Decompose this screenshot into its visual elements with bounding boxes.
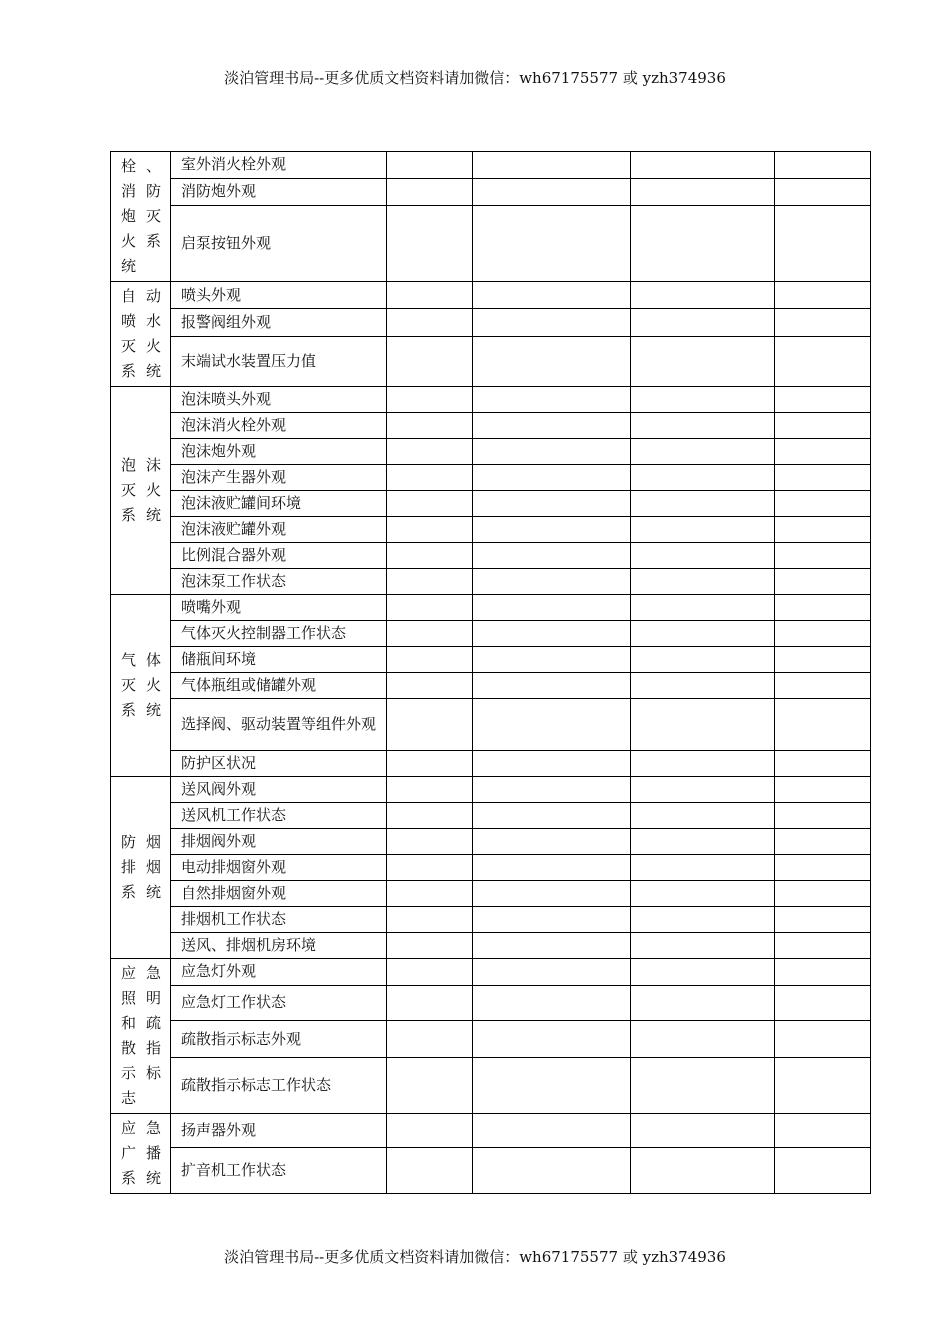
empty-cell xyxy=(631,959,775,986)
empty-cell xyxy=(775,205,871,281)
empty-cell xyxy=(473,699,631,751)
empty-cell xyxy=(775,751,871,777)
item-cell: 疏散指示标志外观 xyxy=(171,1020,387,1057)
empty-cell xyxy=(775,543,871,569)
empty-cell xyxy=(473,855,631,881)
empty-cell xyxy=(473,543,631,569)
empty-cell xyxy=(473,647,631,673)
table-row xyxy=(111,387,871,413)
empty-cell xyxy=(775,178,871,205)
empty-cell xyxy=(473,881,631,907)
table-row xyxy=(111,933,871,959)
empty-cell xyxy=(473,465,631,491)
empty-cell xyxy=(387,178,473,205)
empty-cell xyxy=(387,907,473,933)
empty-cell xyxy=(387,803,473,829)
item-cell: 气体灭火控制器工作状态 xyxy=(171,621,387,647)
empty-cell xyxy=(387,595,473,621)
empty-cell xyxy=(387,751,473,777)
category-cell: 自动喷水灭火系统 xyxy=(111,282,171,387)
empty-cell xyxy=(473,205,631,281)
empty-cell xyxy=(631,1114,775,1148)
table-row xyxy=(111,205,871,281)
empty-cell xyxy=(473,387,631,413)
empty-cell xyxy=(631,465,775,491)
empty-cell xyxy=(387,336,473,386)
empty-cell xyxy=(387,1058,473,1114)
empty-cell xyxy=(631,336,775,386)
item-cell: 泡沫产生器外观 xyxy=(171,465,387,491)
empty-cell xyxy=(775,933,871,959)
empty-cell xyxy=(631,1020,775,1057)
empty-cell xyxy=(631,309,775,336)
empty-cell xyxy=(473,829,631,855)
table-row xyxy=(111,543,871,569)
empty-cell xyxy=(387,282,473,309)
empty-cell xyxy=(387,387,473,413)
page-header: 淡泊管理书局--更多优质文档资料请加微信：wh67175577 或 yzh374936 xyxy=(224,69,726,87)
empty-cell xyxy=(473,152,631,179)
empty-cell xyxy=(631,829,775,855)
empty-cell xyxy=(387,1147,473,1193)
empty-cell xyxy=(387,517,473,543)
empty-cell xyxy=(473,803,631,829)
empty-cell xyxy=(631,387,775,413)
empty-cell xyxy=(775,413,871,439)
item-cell: 排烟机工作状态 xyxy=(171,907,387,933)
empty-cell xyxy=(775,569,871,595)
item-cell: 消防炮外观 xyxy=(171,178,387,205)
empty-cell xyxy=(631,595,775,621)
empty-cell xyxy=(775,1147,871,1193)
empty-cell xyxy=(775,699,871,751)
empty-cell xyxy=(631,907,775,933)
empty-cell xyxy=(387,205,473,281)
table-row xyxy=(111,855,871,881)
empty-cell xyxy=(775,647,871,673)
empty-cell xyxy=(775,803,871,829)
table-row xyxy=(111,803,871,829)
table-row xyxy=(111,1020,871,1057)
empty-cell xyxy=(775,595,871,621)
empty-cell xyxy=(775,282,871,309)
item-cell: 泡沫喷头外观 xyxy=(171,387,387,413)
empty-cell xyxy=(775,491,871,517)
empty-cell xyxy=(775,907,871,933)
page-footer: 淡泊管理书局--更多优质文档资料请加微信：wh67175577 或 yzh374936 xyxy=(224,1248,726,1266)
category-cell: 防烟排烟系统 xyxy=(111,777,171,959)
empty-cell xyxy=(775,881,871,907)
empty-cell xyxy=(387,413,473,439)
item-cell: 泡沫炮外观 xyxy=(171,439,387,465)
empty-cell xyxy=(631,855,775,881)
empty-cell xyxy=(387,621,473,647)
empty-cell xyxy=(473,933,631,959)
item-cell: 扩音机工作状态 xyxy=(171,1147,387,1193)
empty-cell xyxy=(631,699,775,751)
item-cell: 储瓶间环境 xyxy=(171,647,387,673)
empty-cell xyxy=(631,933,775,959)
table-row xyxy=(111,621,871,647)
item-cell: 比例混合器外观 xyxy=(171,543,387,569)
empty-cell xyxy=(631,881,775,907)
item-cell: 电动排烟窗外观 xyxy=(171,855,387,881)
empty-cell xyxy=(631,673,775,699)
empty-cell xyxy=(631,803,775,829)
item-cell: 室外消火栓外观 xyxy=(171,152,387,179)
item-cell: 送风、排烟机房环境 xyxy=(171,933,387,959)
item-cell: 喷头外观 xyxy=(171,282,387,309)
item-cell: 扬声器外观 xyxy=(171,1114,387,1148)
empty-cell xyxy=(775,387,871,413)
empty-cell xyxy=(473,336,631,386)
empty-cell xyxy=(631,569,775,595)
table-row xyxy=(111,881,871,907)
table-row xyxy=(111,413,871,439)
table-row xyxy=(111,647,871,673)
table-row xyxy=(111,152,871,179)
table-row xyxy=(111,491,871,517)
empty-cell xyxy=(775,829,871,855)
empty-cell xyxy=(631,1147,775,1193)
item-cell: 选择阀、驱动装置等组件外观 xyxy=(171,699,387,751)
table-row xyxy=(111,595,871,621)
empty-cell xyxy=(387,491,473,517)
empty-cell xyxy=(387,777,473,803)
table-row xyxy=(111,336,871,386)
empty-cell xyxy=(473,178,631,205)
empty-cell xyxy=(473,569,631,595)
item-cell: 泡沫消火栓外观 xyxy=(171,413,387,439)
category-cell: 泡沫灭火系统 xyxy=(111,387,171,595)
empty-cell xyxy=(387,1114,473,1148)
empty-cell xyxy=(387,829,473,855)
empty-cell xyxy=(631,178,775,205)
empty-cell xyxy=(775,1020,871,1057)
empty-cell xyxy=(775,855,871,881)
table-row xyxy=(111,673,871,699)
empty-cell xyxy=(473,959,631,986)
empty-cell xyxy=(631,543,775,569)
empty-cell xyxy=(775,621,871,647)
empty-cell xyxy=(473,491,631,517)
empty-cell xyxy=(387,855,473,881)
empty-cell xyxy=(387,933,473,959)
empty-cell xyxy=(631,777,775,803)
item-cell: 气体瓶组或储罐外观 xyxy=(171,673,387,699)
empty-cell xyxy=(775,777,871,803)
empty-cell xyxy=(473,621,631,647)
empty-cell xyxy=(631,621,775,647)
empty-cell xyxy=(631,439,775,465)
table-row xyxy=(111,439,871,465)
table-row xyxy=(111,1114,871,1148)
empty-cell xyxy=(473,282,631,309)
category-cell: 栓、消防炮灭火系统 xyxy=(111,152,171,282)
empty-cell xyxy=(775,152,871,179)
item-cell: 应急灯工作状态 xyxy=(171,985,387,1020)
empty-cell xyxy=(631,282,775,309)
table-row xyxy=(111,829,871,855)
empty-cell xyxy=(631,491,775,517)
empty-cell xyxy=(775,985,871,1020)
empty-cell xyxy=(387,699,473,751)
table-row xyxy=(111,751,871,777)
empty-cell xyxy=(473,309,631,336)
empty-cell xyxy=(631,647,775,673)
empty-cell xyxy=(473,751,631,777)
empty-cell xyxy=(775,439,871,465)
item-cell: 泡沫液贮罐外观 xyxy=(171,517,387,543)
empty-cell xyxy=(631,751,775,777)
item-cell: 末端试水装置压力值 xyxy=(171,336,387,386)
table-row xyxy=(111,517,871,543)
empty-cell xyxy=(387,543,473,569)
table-row xyxy=(111,569,871,595)
item-cell: 启泵按钮外观 xyxy=(171,205,387,281)
empty-cell xyxy=(775,959,871,986)
table-row xyxy=(111,777,871,803)
table-row xyxy=(111,907,871,933)
table-row xyxy=(111,282,871,309)
empty-cell xyxy=(473,413,631,439)
table-row xyxy=(111,178,871,205)
empty-cell xyxy=(387,959,473,986)
empty-cell xyxy=(387,647,473,673)
empty-cell xyxy=(631,152,775,179)
empty-cell xyxy=(473,1058,631,1114)
empty-cell xyxy=(387,673,473,699)
empty-cell xyxy=(473,517,631,543)
empty-cell xyxy=(473,907,631,933)
table-row xyxy=(111,465,871,491)
category-cell: 应急广播系统 xyxy=(111,1114,171,1194)
empty-cell xyxy=(473,1114,631,1148)
empty-cell xyxy=(387,309,473,336)
item-cell: 防护区状况 xyxy=(171,751,387,777)
empty-cell xyxy=(631,517,775,543)
empty-cell xyxy=(631,205,775,281)
empty-cell xyxy=(775,336,871,386)
empty-cell xyxy=(473,1020,631,1057)
table-row xyxy=(111,1147,871,1193)
empty-cell xyxy=(631,1058,775,1114)
empty-cell xyxy=(387,465,473,491)
table-row xyxy=(111,1058,871,1114)
item-cell: 报警阀组外观 xyxy=(171,309,387,336)
empty-cell xyxy=(473,985,631,1020)
item-cell: 排烟阀外观 xyxy=(171,829,387,855)
item-cell: 泡沫泵工作状态 xyxy=(171,569,387,595)
empty-cell xyxy=(387,569,473,595)
item-cell: 喷嘴外观 xyxy=(171,595,387,621)
empty-cell xyxy=(387,152,473,179)
empty-cell xyxy=(775,1058,871,1114)
table-row xyxy=(111,985,871,1020)
empty-cell xyxy=(387,439,473,465)
empty-cell xyxy=(387,985,473,1020)
empty-cell xyxy=(473,595,631,621)
category-cell: 应急照明和疏散指示标志 xyxy=(111,959,171,1114)
empty-cell xyxy=(387,881,473,907)
category-cell: 气体灭火系统 xyxy=(111,595,171,777)
empty-cell xyxy=(775,309,871,336)
inspection-table xyxy=(110,151,871,1194)
table-row xyxy=(111,699,871,751)
table-row xyxy=(111,959,871,986)
empty-cell xyxy=(631,985,775,1020)
empty-cell xyxy=(775,673,871,699)
item-cell: 送风阀外观 xyxy=(171,777,387,803)
empty-cell xyxy=(775,1114,871,1148)
item-cell: 应急灯外观 xyxy=(171,959,387,986)
empty-cell xyxy=(631,413,775,439)
empty-cell xyxy=(775,517,871,543)
empty-cell xyxy=(387,1020,473,1057)
empty-cell xyxy=(473,439,631,465)
item-cell: 疏散指示标志工作状态 xyxy=(171,1058,387,1114)
empty-cell xyxy=(775,465,871,491)
item-cell: 泡沫液贮罐间环境 xyxy=(171,491,387,517)
item-cell: 送风机工作状态 xyxy=(171,803,387,829)
empty-cell xyxy=(473,777,631,803)
table-row xyxy=(111,309,871,336)
item-cell: 自然排烟窗外观 xyxy=(171,881,387,907)
empty-cell xyxy=(473,673,631,699)
empty-cell xyxy=(473,1147,631,1193)
